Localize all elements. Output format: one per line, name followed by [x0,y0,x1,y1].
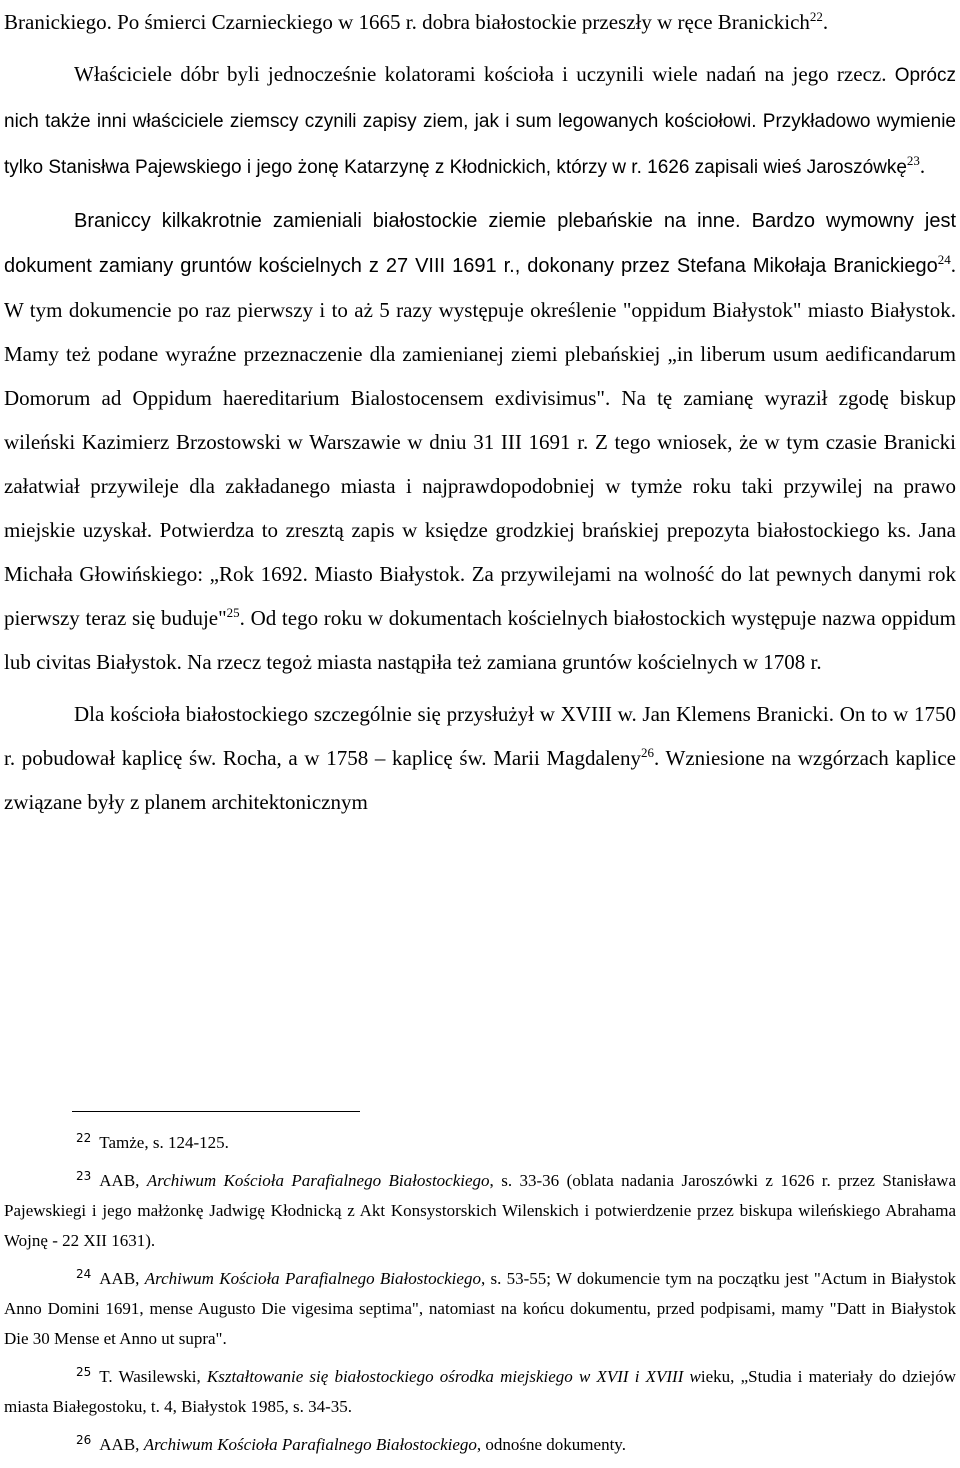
paragraph-2: Właściciele dóbr byli jednocześnie kolatorami kościoła i uczynili wiele nadań na jego rzecz. Oprócz nich także inni właściciele ziemscy czynili zapisy ziem, jak i sum legowanych kościołowi. Przykładowo wymienie tylko Stanisłwa Pajewskiego i jego żonę Katarzynę z Kłodnickich, którzy w r. 1626 zapisali wieś Jaroszówkę$^{23}$. [4,62,956,178]
document-body [4,0,956,824]
footnote-ref-23[interactable]: 23 [906,153,920,168]
footnote-ref-22[interactable]: 22 [809,9,823,24]
paragraph-4: Dla kościoła białostockiego szczególnie się przysłużył w XVIII w. Jan Klemens Branicki. On to w 1750 r. pobudował kaplicę św. Rocha, a w 1758 – kaplicę św. Marii Magdaleny$^{26}$. Wzniesione na wzgórzach kaplice związane były z planem architektonicznym [4,702,956,814]
footnote-ref-24[interactable]: 24 [937,252,951,267]
paragraph-1: Branickiego. Po śmierci Czarnieckiego w 1665 r. dobra białostockie przeszły w ręce Branickich$^{22}$. [4,9,829,34]
footnote-ref-25[interactable]: 25 [226,605,240,620]
footnote-25: 25 T. Wasilewski, Kształtowanie się białostockiego ośrodka miejskiego w XVII i XVIII wieku, „Studia i materiały do dziejów miasta Białegostoku, t. 4, Białystok 1985, s. 34-35. [4,1365,956,1416]
footnote-24: 24 AAB, Archiwum Kościoła Parafialnego Białostockiego, s. 53-55; W dokumencie tym na początku jest "Actum in Białystok Anno Domini 1691, mense Augusto Die vigesima septima", natomiast na końcu dokumentu, przed podpisami, mamy "Datt in Białystok Die 30 Mense et Anno ut supra". [4,1267,956,1348]
footnotes [4,1128,956,1468]
paragraph-3: Braniccy kilkakrotnie zamieniali białostockie ziemie plebańskie na inne. Bardzo wymowny jest dokument zamiany gruntów kościelnych z 27 VIII 1691 r., dokonany przez Stefana Mikołaja Branickiego$^{24}$. W tym dokumencie po raz pierwszy i to aż 5 razy występuje określenie "oppidum Białystok" miasto Białystok. Mamy też podane wyraźne przeznaczenie dla zamienianej ziemi plebańskiej „in liberum usum aedificandarum Domorum ad Oppidum haereditarium Bialostocensem exdivisimus". Na tę zamianę wyraził zgodę biskup wileński Kazimierz Brzostowski w Warszawie w dniu 31 III 1691 r. Z tego wniosek, że w tym czasie Branicki załatwiał przywileje dla zakładanego miasta i najprawdopodobniej w tymże roku taki przywilej na prawo miejskie uzyskał. Potwierdza to zresztą zapis w księdze grodzkiej brańskiej prepozyta białostockiego ks. Jana Michała Głowińskiego: „Rok 1692. Miasto Białystok. Za przywilejami na wolność do lat pewnych danymi rok pierwszy teraz się buduje"$^{25}$. Od tego roku w dokumentach kościelnych białostockich występuje nazwa oppidum lub civitas Białystok. Na rzecz tegoż miasta nastąpiła też zamiana gruntów kościelnych w 1708 r. [4,210,956,674]
footnote-22: 22 Tamże, s. 124-125. [76,1131,229,1152]
footnote-26: 26 AAB, Archiwum Kościoła Parafialnego Białostockiego, odnośne dokumenty. [76,1433,626,1454]
footnote-separator [72,1111,360,1112]
footnote-ref-26[interactable]: 26 [640,745,654,760]
footnote-23: 23 AAB, Archiwum Kościoła Parafialnego Białostockiego, s. 33-36 (oblata nadania Jaroszówki z 1626 r. przez Stanisława Pajewskiegi i jego małżonkę Jadwigę Kłodnicką z Akt Konsystorskich Wilenskich i potwierdzenie przez biskupa wileńskiego Abrahama Wojnę - 22 XII 1631). [4,1169,956,1250]
